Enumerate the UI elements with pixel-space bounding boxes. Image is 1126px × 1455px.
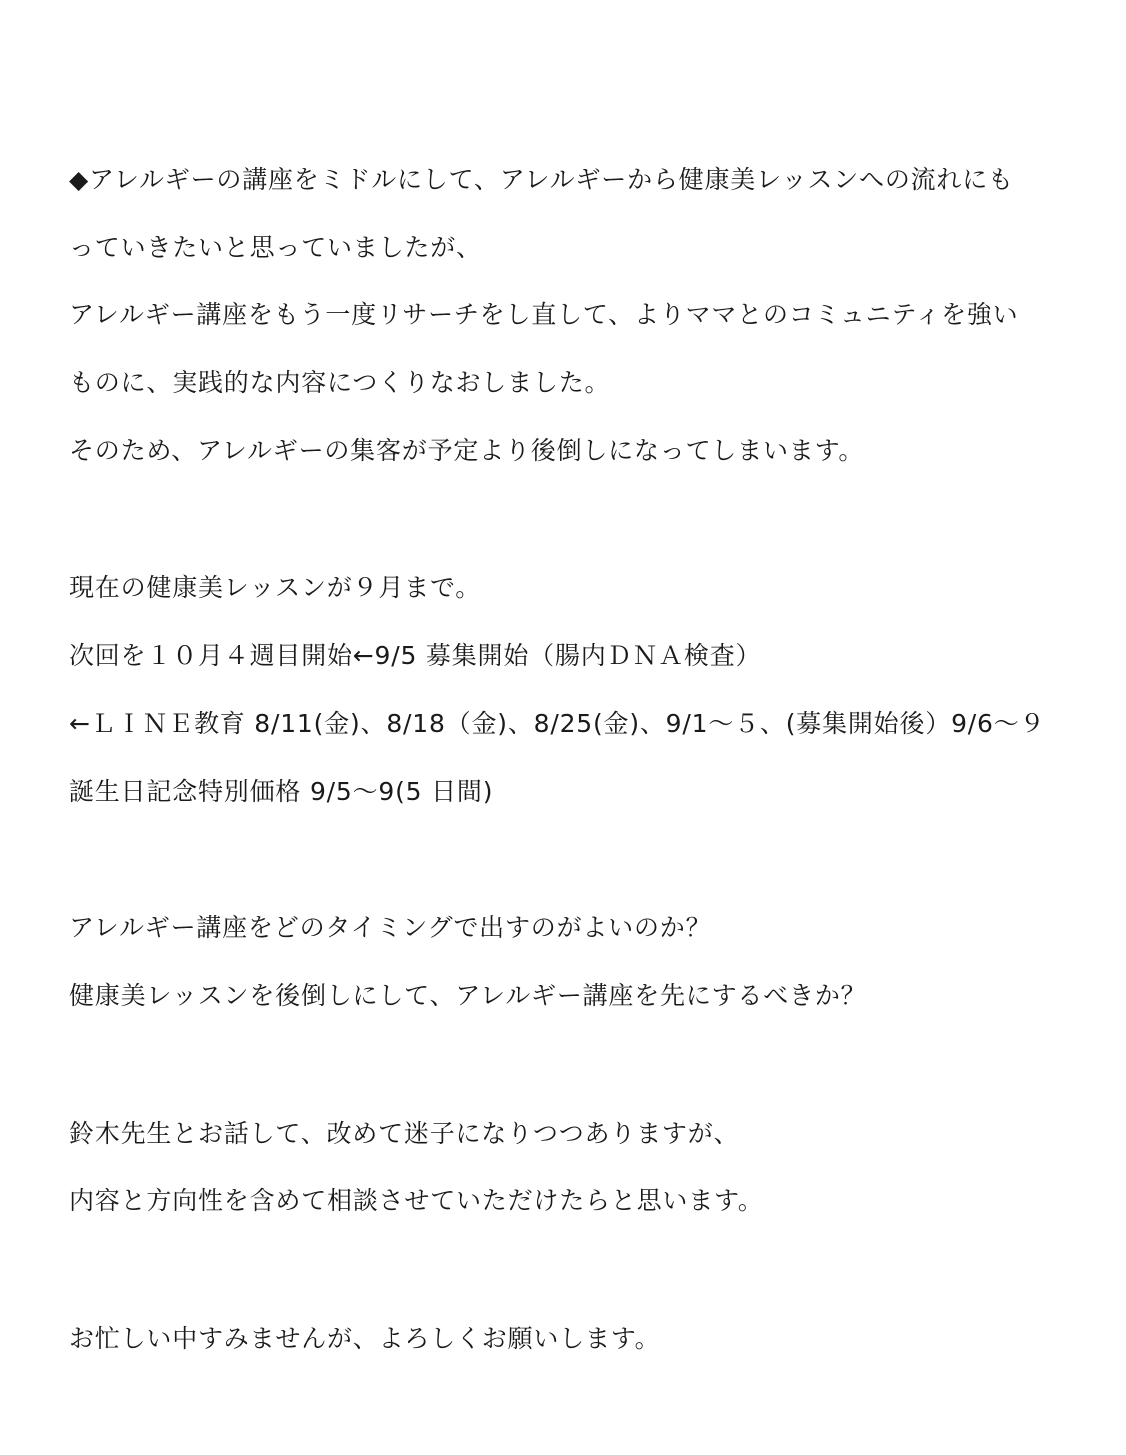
- text-line: ◆アレルギーの講座をミドルにして、アレルギーから健康美レッスンへの流れにも: [69, 165, 1014, 194]
- text-line: っていきたいと思っていましたが、: [69, 233, 482, 262]
- text-line: 誕生日記念特別価格 9/5～9(5 日間): [69, 777, 494, 806]
- text-line: 鈴木先生とお話して、改めて迷子になりつつありますが、: [69, 1119, 740, 1148]
- text-line: そのため、アレルギーの集客が予定より後倒しになってしまいます。: [69, 436, 865, 465]
- text-line: アレルギー講座をもう一度リサーチをし直して、よりママとのコミュニティを強い: [69, 300, 1019, 329]
- text-line: お忙しい中すみませんが、よろしくお願いします。: [69, 1324, 661, 1353]
- text-line: 次回を１０月４週目開始←9/5 募集開始（腸内ＤＮＡ検査）: [69, 641, 762, 670]
- text-line: ものに、実践的な内容につくりなおしました。: [69, 368, 611, 397]
- text-line: 現在の健康美レッスンが９月まで。: [69, 573, 482, 602]
- text-line: ←ＬＩＮＥ教育 8/11(金)、8/18（金)、8/25(金)、9/1～５、(募集開始後）9/6～９: [69, 709, 1046, 738]
- text-line: 内容と方向性を含めて相談させていただけたらと思います。: [69, 1186, 764, 1215]
- text-line: 健康美レッスンを後倒しにして、アレルギー講座を先にするべきか？: [69, 981, 867, 1010]
- text-line: アレルギー講座をどのタイミングで出すのがよいのか？: [69, 913, 712, 942]
